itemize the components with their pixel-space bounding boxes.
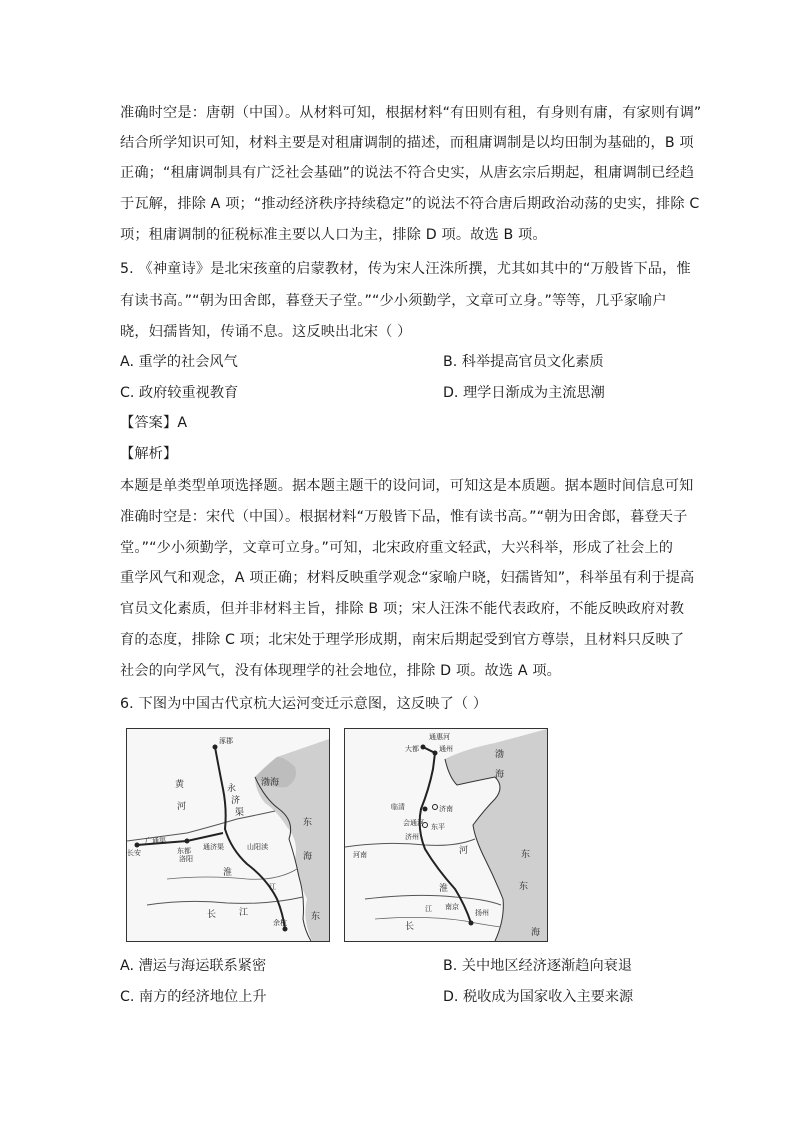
map-label: 大都 xyxy=(405,745,419,753)
map-label: 江 xyxy=(239,908,249,918)
map-label: 通惠河 xyxy=(429,733,450,741)
q5-option-a: A. 重学的社会风气 xyxy=(120,354,238,370)
map-label: 长安 xyxy=(127,849,141,857)
map-label: 广通渠 xyxy=(145,837,166,845)
q5-analysis-heading: 【解析】 xyxy=(120,446,178,462)
map-label: 渤 xyxy=(495,750,505,760)
map-label: 海 xyxy=(495,770,505,780)
map-label: 通州 xyxy=(439,745,453,753)
q5-stem-line: 有读书高。”“朝为田舍郎，暮登天子堂。”“少小须勤学，文章可立身。”等等，几乎家喻户 xyxy=(120,293,667,309)
q5-answer: 【答案】A xyxy=(120,415,188,431)
prev-analysis-line: 项；租庸调制的征税标准主要以人口为主，排除 D 项。故选 B 项。 xyxy=(120,227,547,243)
map-label: 临清 xyxy=(391,803,405,811)
city-marker xyxy=(423,807,428,812)
map-label: 长 xyxy=(207,910,217,920)
q6-option-d: D. 税收成为国家收入主要来源 xyxy=(443,989,634,1005)
prev-analysis-line: 结合所学知识可知，材料主要是对租庸调制的描述，而租庸调制是以均田制为基础的，B 项 xyxy=(120,135,694,151)
map-label: 淮 xyxy=(223,868,233,878)
map-label: 海 xyxy=(303,852,313,862)
sui-canal-map xyxy=(126,728,330,942)
map-label: 江 xyxy=(269,883,276,891)
yuan-canal-map xyxy=(344,728,548,942)
q6-option-b: B. 关中地区经济逐渐趋向衰退 xyxy=(443,958,633,974)
q6-stem: 6. 下图为中国古代京杭大运河变迁示意图，这反映了（ ） xyxy=(120,696,488,712)
q5-stem-line: 晓，妇孺皆知，传诵不息。这反映出北宋（ ） xyxy=(120,324,412,340)
q5-analysis-line: 堂。”“少小须勤学，文章可立身。”可知，北宋政府重文轻武，大兴科举，形成了社会上的 xyxy=(120,540,674,556)
city-marker xyxy=(433,805,438,810)
q5-analysis-line: 育的态度，排除 C 项；北宋处于理学形成期，南宋后期起受到官方尊崇，且材料只反映了 xyxy=(120,632,685,648)
map-label: 河 xyxy=(459,846,469,856)
map-label: 余杭 xyxy=(273,919,287,927)
map-label: 黄 xyxy=(175,780,185,790)
city-marker xyxy=(469,921,474,926)
q6-option-c: C. 南方的经济地位上升 xyxy=(120,989,267,1005)
map-label: 永 xyxy=(227,784,237,794)
map-label: 淮 xyxy=(439,884,449,894)
map-label: 海 xyxy=(531,928,541,938)
q5-analysis-line: 官员文化素质，但并非材料主旨，排除 B 项；宋人汪洙不能代表政府，不能反映政府对教 xyxy=(120,601,685,617)
map-label: 东平 xyxy=(431,823,445,831)
map-label: 东 xyxy=(521,850,531,860)
prev-analysis-line: 正确；“租庸调制具有广泛社会基础”的说法不符合史实，从唐玄宗后期起，租庸调制已经趋 xyxy=(120,165,695,181)
prev-analysis-line: 于瓦解，排除 A 项；“推动经济秩序持续稳定”的说法不符合唐后期政治动荡的史实，排除 C xyxy=(120,196,700,212)
map-label: 扬州 xyxy=(475,909,489,917)
map-label: 长 xyxy=(405,922,415,932)
map-label: 济州 xyxy=(405,833,419,841)
q5-option-c: C. 政府较重视教育 xyxy=(120,385,239,401)
map-label: 会通河 xyxy=(403,819,424,827)
q5-option-b: B. 科举提高官员文化素质 xyxy=(443,354,604,370)
map-label: 南京 xyxy=(445,903,459,911)
q5-analysis-line: 社会的向学风气，没有体现理学的社会地位，排除 D 项。故选 A 项。 xyxy=(120,663,562,679)
city-marker xyxy=(185,839,190,844)
city-marker xyxy=(135,843,140,848)
map-label: 东 xyxy=(303,818,313,828)
city-marker xyxy=(213,745,218,750)
map-label: 涿郡 xyxy=(219,737,233,745)
city-marker xyxy=(433,751,438,756)
map-label: 东 xyxy=(519,882,529,892)
q5-analysis-line: 重学风气和观念，A 项正确；材料反映重学观念“家喻户晓，妇孺皆知”，科举虽有利于提高 xyxy=(120,570,695,586)
map-label: 东 xyxy=(311,912,321,922)
map-label: 渠 xyxy=(235,808,245,818)
q5-analysis-line: 本题是单类型单项选择题。据本题主题干的设问词，可知这是本质题。据本题时间信息可知 xyxy=(120,478,694,494)
city-marker xyxy=(283,927,288,932)
map-label: 东都 xyxy=(177,847,191,855)
q6-option-a: A. 漕运与海运联系紧密 xyxy=(120,958,267,974)
city-marker xyxy=(421,745,426,750)
map-label: 渤海 xyxy=(261,778,280,788)
q5-stem-line: 5. 《神童诗》是北宋孩童的启蒙教材，传为宋人汪洙所撰，尤其如其中的“万般皆下品，惟 xyxy=(120,261,691,277)
map-label: 河南 xyxy=(353,851,367,859)
map-label: 江 xyxy=(425,905,432,913)
q5-option-d: D. 理学日渐成为主流思潮 xyxy=(443,385,605,401)
q5-analysis-line: 准确时空是：宋代（中国）。根据材料“万般皆下品，惟有读书高。”“朝为田舍郎，暮登天子 xyxy=(120,509,688,525)
map-label: 洛阳 xyxy=(179,855,193,863)
map-label: 山阳渎 xyxy=(247,843,268,851)
prev-analysis-line: 准确时空是：唐朝（中国）。从材料可知，根据材料“有田则有租，有身则有庸，有家则有调” xyxy=(120,105,702,121)
map-label: 济 xyxy=(231,796,241,806)
map-label: 济南 xyxy=(439,805,453,813)
map-label: 河 xyxy=(177,802,187,812)
map-label: 通济渠 xyxy=(203,843,224,851)
